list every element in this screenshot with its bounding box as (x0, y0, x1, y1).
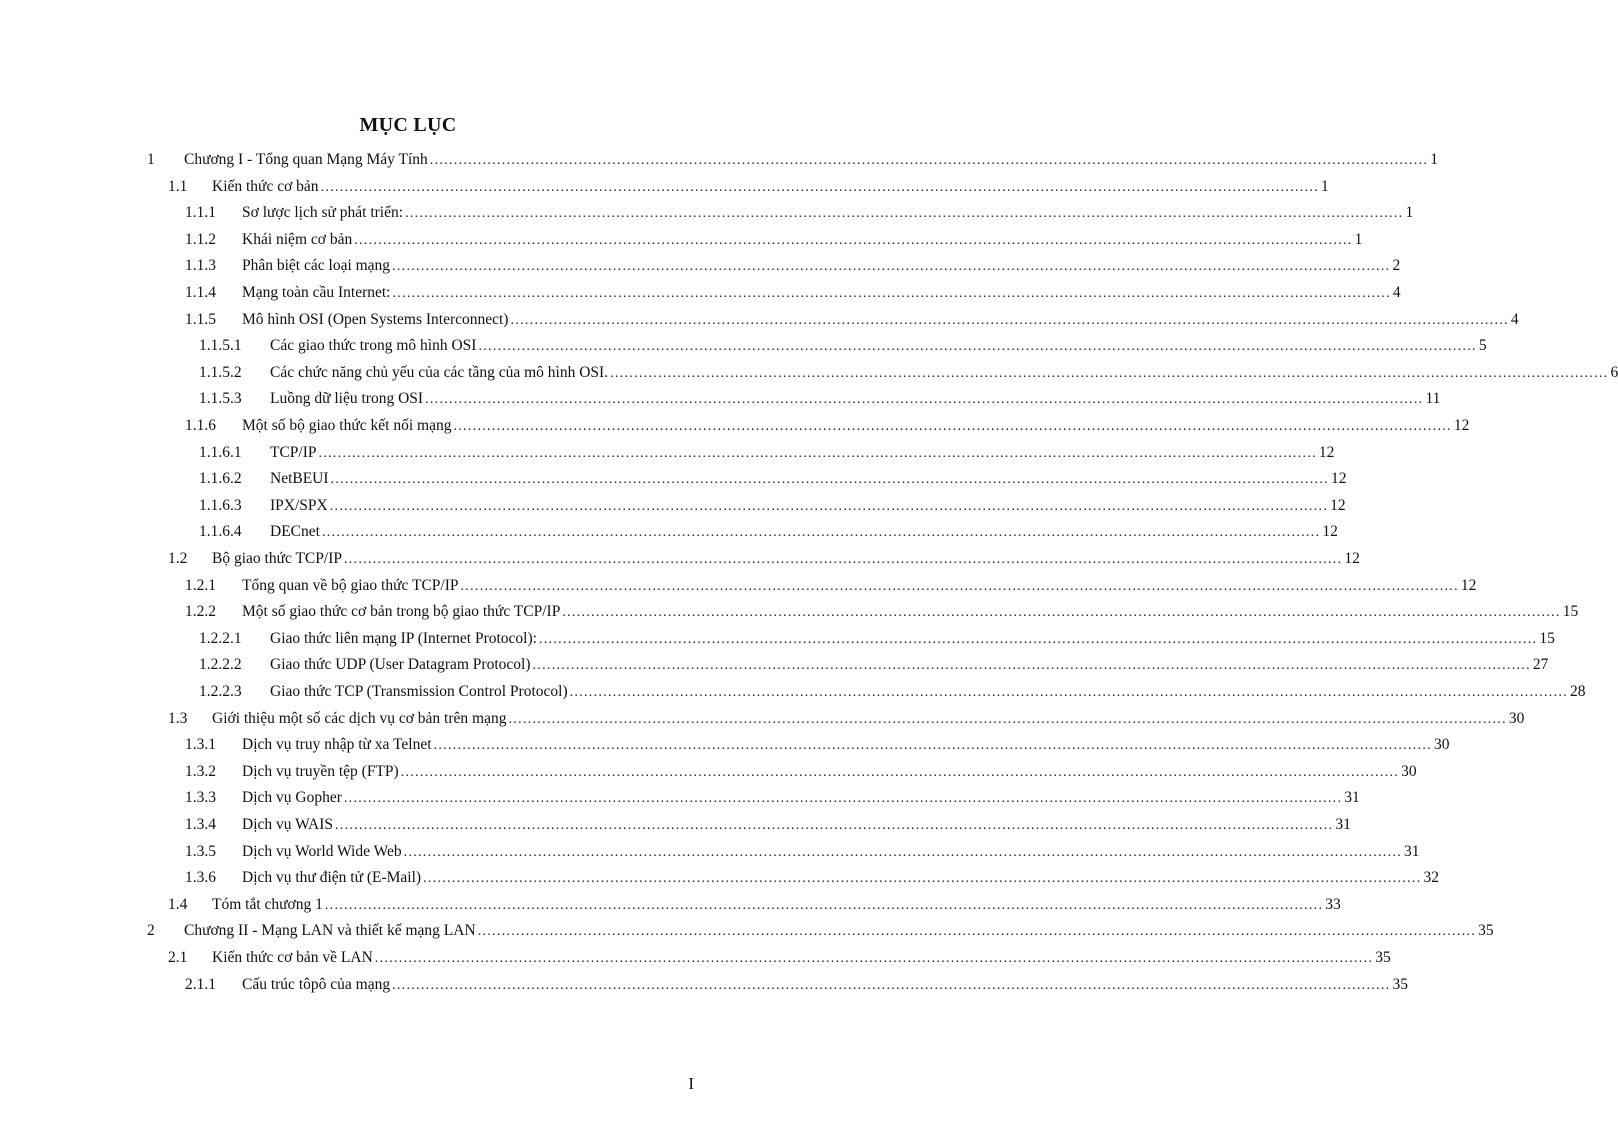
toc-entry-number: 1.1.4 (185, 284, 216, 301)
toc-entry[interactable] (168, 895, 1341, 918)
toc-entry-title: Bộ giao thức TCP/IP (212, 550, 342, 567)
toc-entry[interactable] (168, 709, 1525, 732)
dot-leader (344, 552, 1342, 568)
toc-entry[interactable] (168, 949, 1391, 971)
toc-entry-title: NetBEUI (270, 470, 329, 488)
toc-entry-title: Chương I - Tổng quan Mạng Máy Tính (184, 151, 428, 168)
dot-leader (610, 366, 1608, 382)
toc-entry-number: 1.1.6 (185, 417, 216, 434)
toc-entry-page: 12 (1322, 523, 1338, 541)
toc-entry-number: 1.2.2.2 (199, 656, 242, 674)
toc-entry-page: 1 (1430, 151, 1438, 168)
toc-entry-number: 1.1.6.1 (199, 443, 242, 461)
dot-leader (434, 738, 1432, 754)
dot-leader (508, 712, 1506, 728)
toc-entry-page: 30 (1401, 762, 1417, 780)
toc-entry[interactable] (185, 576, 1477, 599)
toc-entry-number: 1.2.2.1 (199, 629, 242, 647)
toc-entry-number: 1.1.6.3 (199, 496, 242, 514)
dot-leader (335, 818, 1333, 834)
toc-entry-title: Kiến thức cơ bản (212, 177, 319, 195)
toc-entry-title: Dịch vụ World Wide Web (242, 842, 402, 860)
dot-leader (392, 978, 1390, 994)
toc-entry-number: 2.1 (168, 949, 188, 966)
toc-entry-title: Khái niệm cơ bản (242, 230, 353, 248)
toc-entry-title: Sơ lược lịch sử phát triển: (242, 204, 404, 222)
dot-leader (392, 259, 1390, 275)
toc-entry-title: Các giao thức trong mô hình OSI (270, 337, 477, 355)
toc-entry-number: 1.1 (168, 177, 188, 195)
toc-entry-title: Các chức năng chủ yếu của các tầng của mô hình OSI. (270, 363, 609, 381)
toc-entry-number: 2 (147, 922, 155, 940)
toc-entry-number: 1.3.3 (185, 789, 216, 807)
toc-entry-number: 1.1.2 (185, 230, 216, 248)
toc-entry-title: TCP/IP (270, 443, 317, 461)
toc-entry-page: 35 (1478, 922, 1494, 940)
toc-entry-number: 1.2.1 (185, 576, 216, 594)
toc-entry-page: 6 (1610, 363, 1618, 381)
toc-entry[interactable] (199, 496, 1346, 519)
toc-entry-title: DECnet (270, 523, 320, 541)
toc-entry[interactable] (185, 816, 1351, 838)
toc-entry-title: Dịch vụ truy nhập từ xa Telnet (242, 736, 432, 754)
toc-entry-title: Dịch vụ truyền tệp (FTP) (242, 762, 399, 780)
toc-entry-page: 2 (1392, 257, 1401, 275)
toc-entry-title: Một số bộ giao thức kết nối mạng (242, 417, 452, 434)
toc-entry-page: 12 (1330, 496, 1346, 514)
toc-entry[interactable] (185, 417, 1470, 439)
toc-entry[interactable] (199, 629, 1555, 652)
dot-leader (478, 339, 1476, 355)
toc-entry-title: Phân biệt các loại mạng (242, 257, 391, 275)
toc-entry-number: 1.3.2 (185, 762, 216, 780)
toc-entry[interactable] (147, 922, 1494, 944)
toc-entry-number: 1.2 (168, 550, 188, 567)
toc-entry-page: 5 (1478, 337, 1487, 355)
toc-entry-title: IPX/SPX (270, 496, 328, 514)
dot-leader (570, 685, 1568, 701)
toc-entry-title: Mô hình OSI (Open Systems Interconnect) (242, 310, 509, 328)
toc-entry-page: 15 (1562, 603, 1579, 621)
toc-entry-title: Tổng quan về bộ giao thức TCP/IP (242, 576, 459, 594)
toc-entry-page: 1 (1354, 230, 1363, 248)
toc-entry-title: Chương II - Mạng LAN và thiết kế mạng LAN (184, 922, 476, 940)
toc-entry-title: Một số giao thức cơ bản trong bộ giao thức TCP/IP (242, 603, 561, 621)
toc-entry-page: 12 (1318, 443, 1335, 461)
toc-entry[interactable] (199, 390, 1441, 412)
toc-entry-title: Luồng dữ liệu trong OSI (270, 390, 424, 408)
toc-entry-title: Giao thức UDP (User Datagram Protocol) (270, 656, 531, 674)
dot-leader (375, 951, 1373, 967)
toc-entry-page: 4 (1510, 310, 1519, 328)
dot-leader (533, 658, 1531, 674)
toc-entry-number: 1.1.6.2 (199, 470, 242, 488)
toc-entry-page: 12 (1453, 417, 1470, 434)
toc-entry-number: 1.2.2.3 (199, 683, 242, 700)
toc-entry-number: 1 (147, 151, 155, 168)
toc-entry-title: Dịch vụ thư điện tử (E-Mail) (242, 869, 422, 887)
dot-leader (392, 286, 1390, 302)
toc-entry-page: 32 (1423, 869, 1439, 887)
toc-entry[interactable] (185, 762, 1417, 785)
toc-entry-title: Dịch vụ Gopher (242, 789, 342, 807)
dot-leader (423, 871, 1421, 887)
toc-entry[interactable] (199, 470, 1347, 492)
toc-entry-page: 1 (1405, 204, 1414, 222)
toc-entry[interactable] (199, 337, 1487, 359)
dot-leader (510, 313, 1508, 329)
toc-entry-title: Giao thức liên mạng IP (Internet Protocol): (270, 629, 537, 647)
page-title: MỤC LỤC (359, 114, 457, 136)
toc-entry[interactable] (185, 284, 1401, 306)
toc-entry-number: 1.1.5.2 (199, 363, 242, 381)
toc-entry-number: 1.1.5.3 (199, 390, 242, 408)
dot-leader (330, 499, 1328, 515)
toc-entry[interactable] (185, 869, 1439, 891)
toc-entry-number: 1.3.1 (185, 736, 216, 754)
toc-entry-page: 35 (1375, 949, 1391, 966)
dot-leader (430, 153, 1428, 169)
toc-entry[interactable] (185, 603, 1579, 625)
toc-entry-title: Mạng toàn cầu Internet: (242, 284, 391, 301)
toc-entry[interactable] (185, 310, 1519, 333)
dot-leader (405, 206, 1403, 222)
toc-entry[interactable] (199, 363, 1618, 386)
dot-leader (321, 180, 1319, 196)
dot-leader (344, 791, 1342, 807)
toc-entry-page: 28 (1570, 683, 1586, 700)
dot-leader (331, 472, 1329, 488)
toc-entry-title: Tóm tắt chương 1 (212, 895, 323, 913)
dot-leader (319, 446, 1317, 462)
toc-entry[interactable] (168, 550, 1360, 572)
toc-entry-page: 11 (1425, 390, 1441, 408)
toc-entry[interactable] (199, 523, 1338, 545)
toc-entry[interactable] (199, 443, 1335, 466)
dot-leader (425, 392, 1423, 408)
toc-entry[interactable] (199, 656, 1549, 678)
toc-entry-title: Dịch vụ WAIS (242, 816, 333, 833)
toc-entry-page: 12 (1330, 470, 1347, 488)
dot-leader (562, 605, 1560, 621)
dot-leader (325, 898, 1323, 914)
toc-entry-number: 1.2.2 (185, 603, 216, 621)
toc-entry[interactable] (199, 683, 1586, 705)
toc-entry-page: 30 (1433, 736, 1450, 754)
toc-entry[interactable] (185, 975, 1408, 998)
toc-entry-title: Kiến thức cơ bản về LAN (212, 949, 373, 966)
dot-leader (401, 765, 1399, 781)
toc-entry[interactable] (185, 842, 1420, 865)
toc-entry-page: 12 (1344, 550, 1360, 567)
toc-entry-page: 31 (1335, 816, 1351, 833)
toc-entry-title: Giao thức TCP (Transmission Control Protocol) (270, 683, 568, 700)
toc-entry-page: 31 (1404, 842, 1420, 860)
toc-entry-page: 15 (1539, 629, 1555, 647)
dot-leader (539, 632, 1537, 648)
toc-entry[interactable] (185, 257, 1401, 279)
dot-leader (354, 233, 1352, 249)
toc-entry-number: 1.1.6.4 (199, 523, 242, 541)
toc-entry-page: 30 (1508, 709, 1525, 727)
toc-entry[interactable] (185, 789, 1360, 811)
toc-entry-page: 1 (1320, 177, 1329, 195)
toc-entry-title: Cấu trúc tôpô của mạng (242, 975, 391, 993)
dot-leader (478, 924, 1476, 940)
toc-entry-number: 1.4 (168, 895, 188, 913)
toc-entry-number: 1.3 (168, 709, 188, 727)
toc-entry-title: Giới thiệu một số các dịch vụ cơ bản trên mạng (212, 709, 507, 727)
toc-entry-number: 1.3.4 (185, 816, 216, 833)
toc-entry-page: 4 (1392, 284, 1401, 301)
toc-entry[interactable] (185, 736, 1450, 758)
toc-entry-number: 1.1.5 (185, 310, 216, 328)
toc-entry[interactable] (168, 177, 1329, 200)
toc-entry-page: 33 (1325, 895, 1341, 913)
toc-entry-number: 1.1.3 (185, 257, 216, 275)
page-number: I (688, 1074, 694, 1093)
toc-entry-number: 1.1.5.1 (199, 337, 242, 355)
dot-leader (404, 845, 1402, 861)
toc-entry-page: 35 (1392, 975, 1408, 993)
dot-leader (322, 525, 1320, 541)
toc-entry-page: 31 (1344, 789, 1360, 807)
toc-entry[interactable] (147, 151, 1438, 173)
toc-entry-number: 1.3.6 (185, 869, 216, 887)
toc-entry-page: 12 (1460, 576, 1477, 594)
toc-entry[interactable] (185, 204, 1414, 226)
toc-entry-number: 1.1.1 (185, 204, 216, 222)
toc-entry-number: 2.1.1 (185, 975, 216, 993)
toc-entry[interactable] (185, 230, 1363, 253)
toc-entry-number: 1.3.5 (185, 842, 216, 860)
dot-leader (453, 419, 1451, 435)
toc-entry-page: 27 (1532, 656, 1549, 674)
dot-leader (461, 579, 1459, 595)
